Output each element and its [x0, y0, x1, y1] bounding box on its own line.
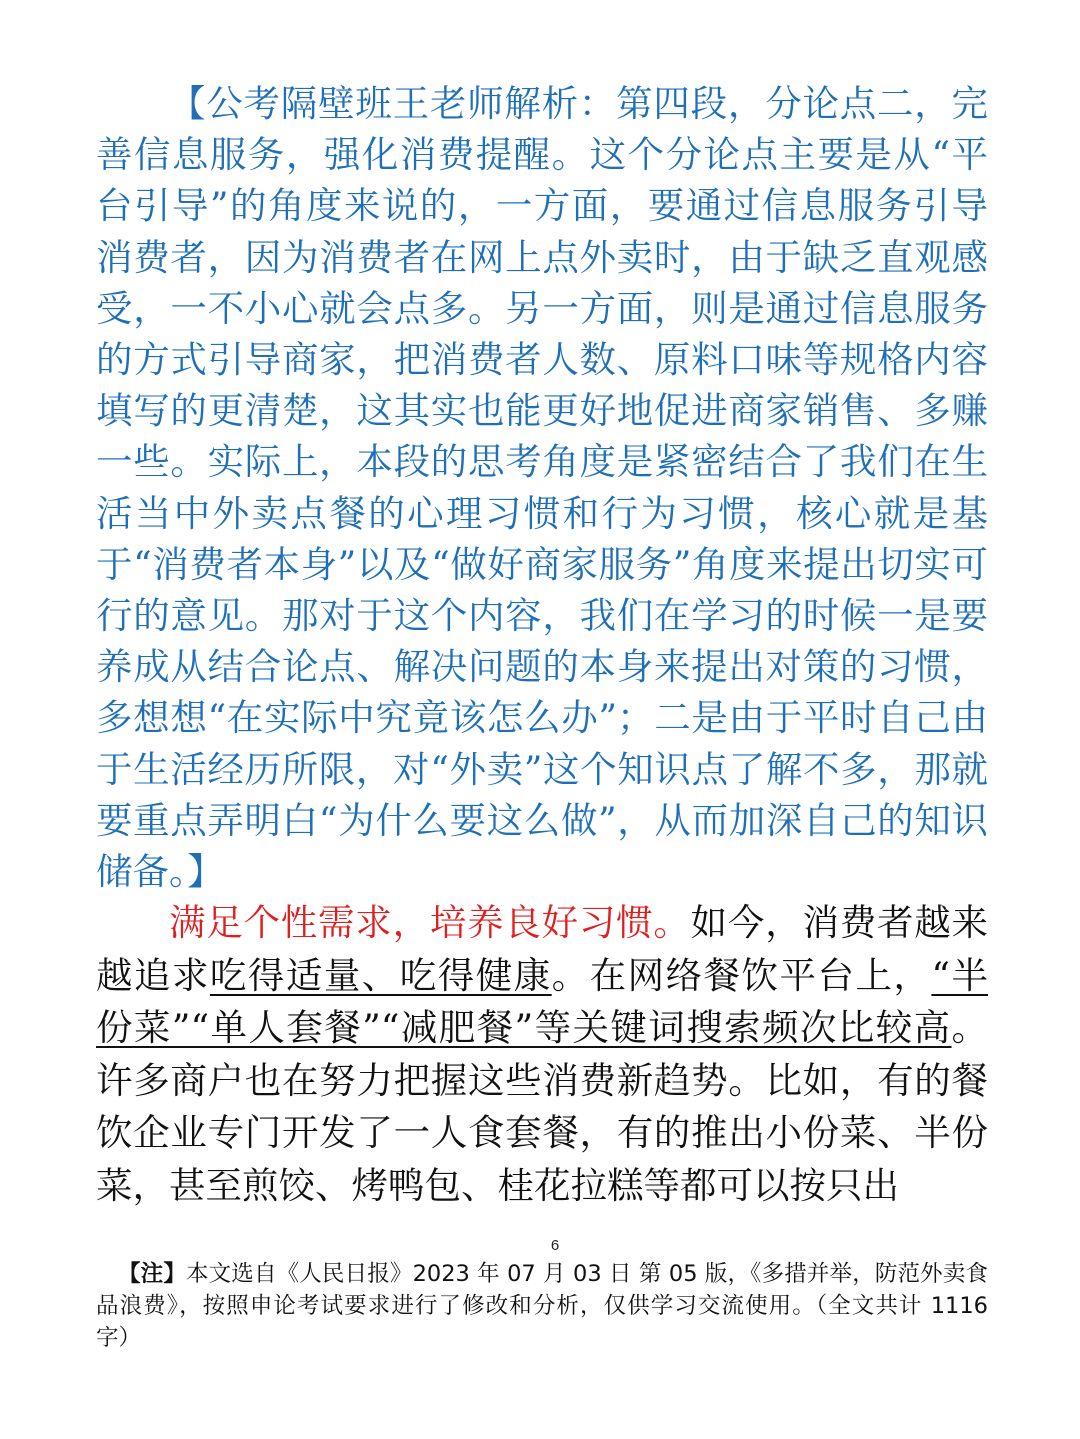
underlined-phrase: “半份菜”“单人套餐”“减肥餐”等关键词搜索频次比较高 — [96, 953, 989, 1049]
underlined-phrase: 吃得适量、吃得健康 — [209, 953, 552, 997]
footnote — [96, 1258, 988, 1354]
footnote-text: 本文选自《人民日报》2023 年 07 月 03 日 第 05 版，《多措并举，防范外卖食品浪费》，按照申论考试要求进行了修改和分析，仅供学习交流使用。（全文共计 1116 字） — [96, 1261, 988, 1351]
page-number: 6 — [550, 1237, 560, 1254]
body-text: 。许多商户也在努力把握这些消费新趋势。比如，有的餐饮企业专门开发了一人食套餐，有的推出小份菜、半份菜，甚至煎饺、烤鸭包、桂花拉糕等都可以按只出 — [96, 1006, 988, 1207]
body-text: 如今，消费者越来越追求 — [96, 901, 989, 997]
paragraph-lead-sentence: 满足个性需求，培养良好习惯。 — [169, 901, 691, 944]
body-text: 。在网络餐饮平台上， — [551, 953, 932, 997]
analysis-paragraph: 【公考隔壁班王老师解析：第四段，分论点二，完善信息服务，强化消费提醒。这个分论点主要是从“平台引导”的角度来说的，一方面，要通过信息服务引导消费者，因为消费者在网上点外卖时，由于缺乏直观感受，一不小心就会点多。另一方面，则是通过信息服务的方式引导商家，把消费者人数、原料口味等规格内容填写的更清楚，这其实也能更好地促进商家销售、多赚一些。实际上，本段的思考角度是紧密结合了我们在生活当中外卖点餐的心理习惯和行为习惯，核心就是基于“消费者本身”以及“做好商家服务”角度来提出切实可行的意见。那对于这个内容，我们在学习的时候一是要养成从结合论点、解决问题的本身来提出对策的习惯，多想想“在实际中究竟该怎么办”；二是由于平时自己由于生活经历所限，对“外卖”这个知识点了解不多，那就要重点弄明白“为什么要这么做”，从而加深自己的知识储备。】 — [96, 82, 988, 894]
body-paragraph — [96, 897, 988, 1212]
footnote-label: 【注】 — [118, 1261, 186, 1287]
